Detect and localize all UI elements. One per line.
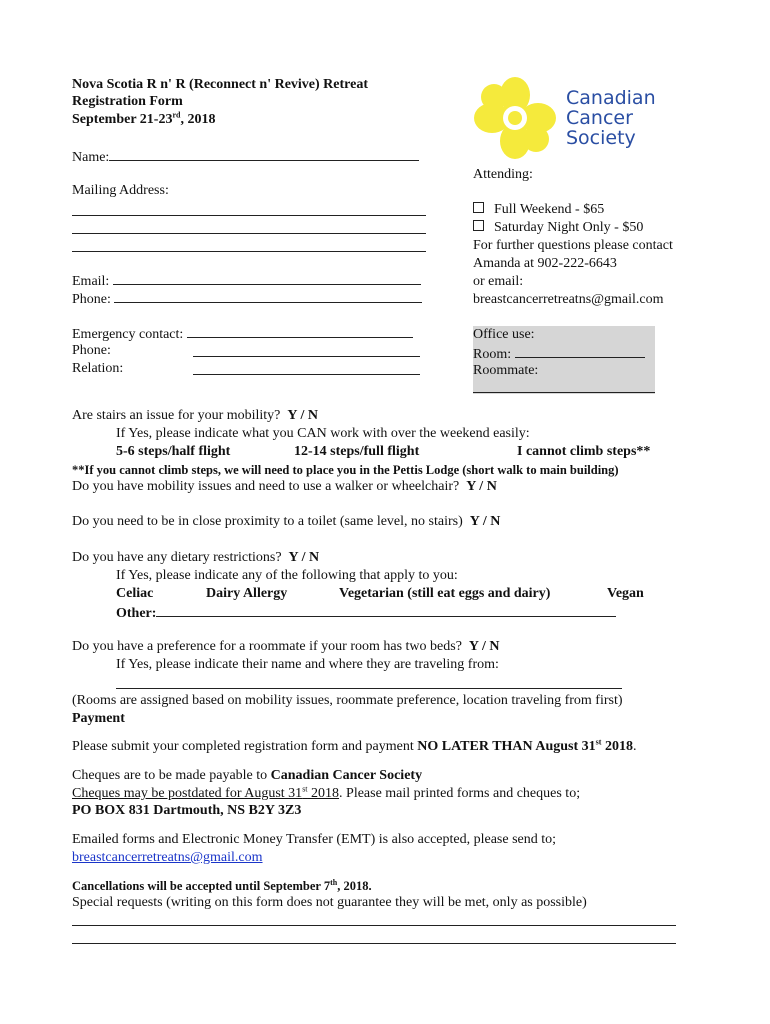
yes-no-option[interactable]: Y / N (287, 408, 318, 423)
office-roommate-label: Roommate: (473, 363, 539, 378)
emergency-phone-label: Phone: (72, 343, 111, 358)
phone-field[interactable]: Phone: (72, 289, 422, 309)
cheques-payable: Cheques are to be made payable to Canadian Cancer Society (72, 768, 423, 783)
cancellation-note: Cancellations will be accepted until September 7th, 2018. (72, 877, 372, 893)
contact-info-line-3: or email: (473, 274, 524, 289)
emergency-contact-field[interactable]: Emergency contact: (72, 324, 413, 344)
mailing-address-line-3[interactable] (72, 251, 426, 252)
contact-info-email: breastcancerretreatns@gmail.com (473, 292, 664, 307)
stairs-option-none[interactable]: I cannot climb steps** (517, 444, 651, 459)
cheques-postdated: Cheques may be postdated for August 31st 2018. Please mail printed forms and cheques to; (72, 784, 581, 801)
diet-option-dairy[interactable]: Dairy Allergy (206, 586, 288, 601)
office-roommate-line (473, 392, 655, 393)
special-requests-line-2[interactable] (72, 943, 676, 944)
logo-text: Canadian Cancer Society (566, 87, 656, 149)
email-field[interactable]: Email: (72, 271, 421, 291)
attending-label: Attending: (473, 167, 533, 182)
office-room-field: Room: (473, 344, 645, 364)
form-title: Nova Scotia R n' R (Reconnect n' Revive) Retreat (72, 77, 369, 92)
emt-text: Emailed forms and Electronic Money Transfer (EMT) is also accepted, please send to; (72, 832, 557, 847)
rooms-note: (Rooms are assigned based on mobility issues, roommate preference, location traveling from first) (72, 693, 623, 708)
mailing-address-line-2[interactable] (72, 233, 426, 234)
event-date: September 21-23rd, 2018 (72, 110, 216, 127)
emt-email-link[interactable]: breastcancerretreatns@gmail.com (72, 850, 263, 865)
checkbox-icon[interactable] (473, 202, 484, 213)
contact-info-line-2: Amanda at 902-222-6643 (473, 256, 617, 271)
office-use-label: Office use: (473, 327, 535, 342)
payment-deadline: Please submit your completed registration form and payment NO LATER THAN August 31st 2018. (72, 737, 637, 754)
daffodil-logo-icon (474, 77, 556, 159)
stairs-option-full[interactable]: 12-14 steps/full flight (294, 444, 420, 459)
stairs-sub: If Yes, please indicate what you CAN work with over the weekend easily: (116, 426, 530, 441)
relation-line[interactable] (193, 374, 420, 375)
form-subtitle: Registration Form (72, 94, 183, 109)
emergency-phone-line[interactable] (193, 356, 420, 357)
checkbox-icon[interactable] (473, 220, 484, 231)
relation-label: Relation: (72, 361, 124, 376)
special-requests-line-1[interactable] (72, 925, 676, 926)
option-saturday-night[interactable]: Saturday Night Only - $50 (473, 219, 643, 237)
diet-option-vegan[interactable]: Vegan (607, 586, 644, 601)
toilet-question: Do you need to be in close proximity to a toilet (same level, no stairs) Y / N (72, 514, 501, 529)
mailing-address: PO BOX 831 Dartmouth, NS B2Y 3Z3 (72, 803, 302, 818)
option-full-weekend[interactable]: Full Weekend - $65 (473, 201, 604, 219)
diet-option-celiac[interactable]: Celiac (116, 586, 154, 601)
diet-other-field[interactable]: Other: (116, 603, 616, 623)
stairs-note: **If you cannot climb steps, we will need to place you in the Pettis Lodge (short walk to main building) (72, 463, 619, 477)
stairs-option-half[interactable]: 5-6 steps/half flight (116, 444, 231, 459)
stairs-question: Are stairs an issue for your mobility? Y / N (72, 408, 318, 423)
roommate-question: Do you have a preference for a roommate if your room has two beds? Y / N (72, 639, 500, 654)
yes-no-option[interactable]: Y / N (468, 639, 500, 654)
roommate-sub: If Yes, please indicate their name and where they are traveling from: (116, 657, 499, 672)
yes-no-option[interactable]: Y / N (466, 479, 497, 494)
roommate-line[interactable] (116, 688, 622, 689)
special-requests-label: Special requests (writing on this form does not guarantee they will be met, only as possible) (72, 895, 587, 910)
payment-heading: Payment (72, 711, 125, 726)
mailing-address-label: Mailing Address: (72, 183, 169, 198)
name-field[interactable]: Name: (72, 147, 419, 167)
mobility-question: Do you have mobility issues and need to use a walker or wheelchair? Y / N (72, 479, 497, 494)
yes-no-option[interactable]: Y / N (469, 514, 501, 529)
diet-sub: If Yes, please indicate any of the following that apply to you: (116, 568, 458, 583)
diet-question: Do you have any dietary restrictions? Y / N (72, 550, 320, 565)
diet-option-vegetarian[interactable]: Vegetarian (still eat eggs and dairy) (339, 586, 551, 601)
yes-no-option[interactable]: Y / N (288, 550, 320, 565)
contact-info-line-1: For further questions please contact (473, 238, 673, 253)
mailing-address-line-1[interactable] (72, 215, 426, 216)
